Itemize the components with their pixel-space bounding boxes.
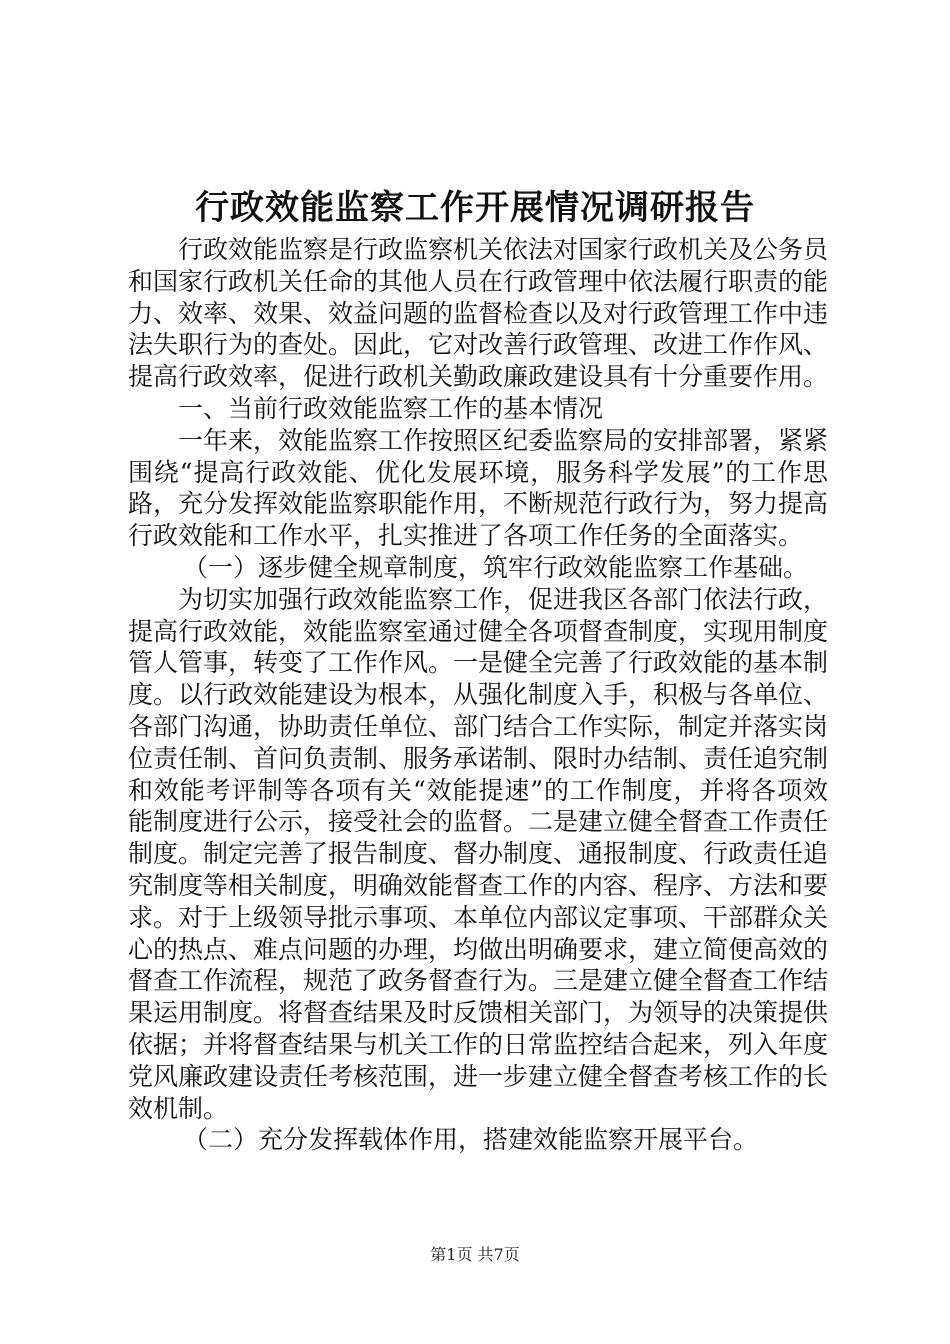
section-heading: 一、当前行政效能监察工作的基本情况 bbox=[178, 393, 604, 423]
body-paragraph: 一年来，效能监察工作按照区纪委监察局的安排部署，紧紧围绕“提高行政效能、优化发展环境，服务科学发展”的工作思路，充分发挥效能监察职能作用，不断规范行政行为，努力提高行政效能和工作水平，扎实推进了各项工作任务的全面落实。 bbox=[128, 425, 829, 551]
subsection-heading: （二）充分发挥载体作用，搭建效能监察开展平台。 bbox=[183, 1125, 759, 1155]
subsection-heading: （一）逐步健全规章制度，筑牢行政效能监察工作基础。 bbox=[183, 552, 809, 582]
document-body bbox=[128, 234, 828, 1156]
page-footer: 第1页 共7页 bbox=[430, 1245, 520, 1264]
page-title: 行政效能监察工作开展情况调研报告 bbox=[195, 188, 755, 228]
body-paragraph: 为切实加强行政效能监察工作，促进我区各部门依法行政，提高行政效能，效能监察室通过健全各项督查制度，实现用制度管人管事，转变了工作作风。一是健全完善了行政效能的基本制度。以行政效能建设为根本，从强化制度入手，积极与各单位、各部门沟通，协助责任单位、部门结合工作实际，制定并落实岗位责任制、首问负责制、服务承诺制、限时办结制、责任追究制和效能考评制等各项有关“效能提速”的工作制度，并将各项效能制度进行公示，接受社会的监督。二是建立健全督查工作责任制度。制定完善了报告制度、督办制度、通报制度、行政责任追究制度等相关制度，明确效能督查工作的内容、程序、方法和要求。对于上级领导批示事项、本单位内部议定事项、干部群众关心的热点、难点问题的办理，均做出明确要求，建立简便高效的督查工作流程，规范了政务督查行为。三是建立健全督查工作结果运用制度。将督查结果及时反馈相关部门，为领导的决策提供依据；并将督查结果与机关工作的日常监控结合起来，列入年度党风廉政建设责任考核范围，进一步建立健全督查考核工作的长效机制。 bbox=[128, 584, 829, 1123]
intro-paragraph: 行政效能监察是行政监察机关依法对国家行政机关及公务员和国家行政机关任命的其他人员在行政管理中依法履行职责的能力、效率、效果、效益问题的监督检查以及对行政管理工作中违法失职行为的查处。因此，它对改善行政管理、改进工作作风、提高行政效率，促进行政机关勤政廉政建设具有十分重要作用。 bbox=[128, 235, 829, 392]
